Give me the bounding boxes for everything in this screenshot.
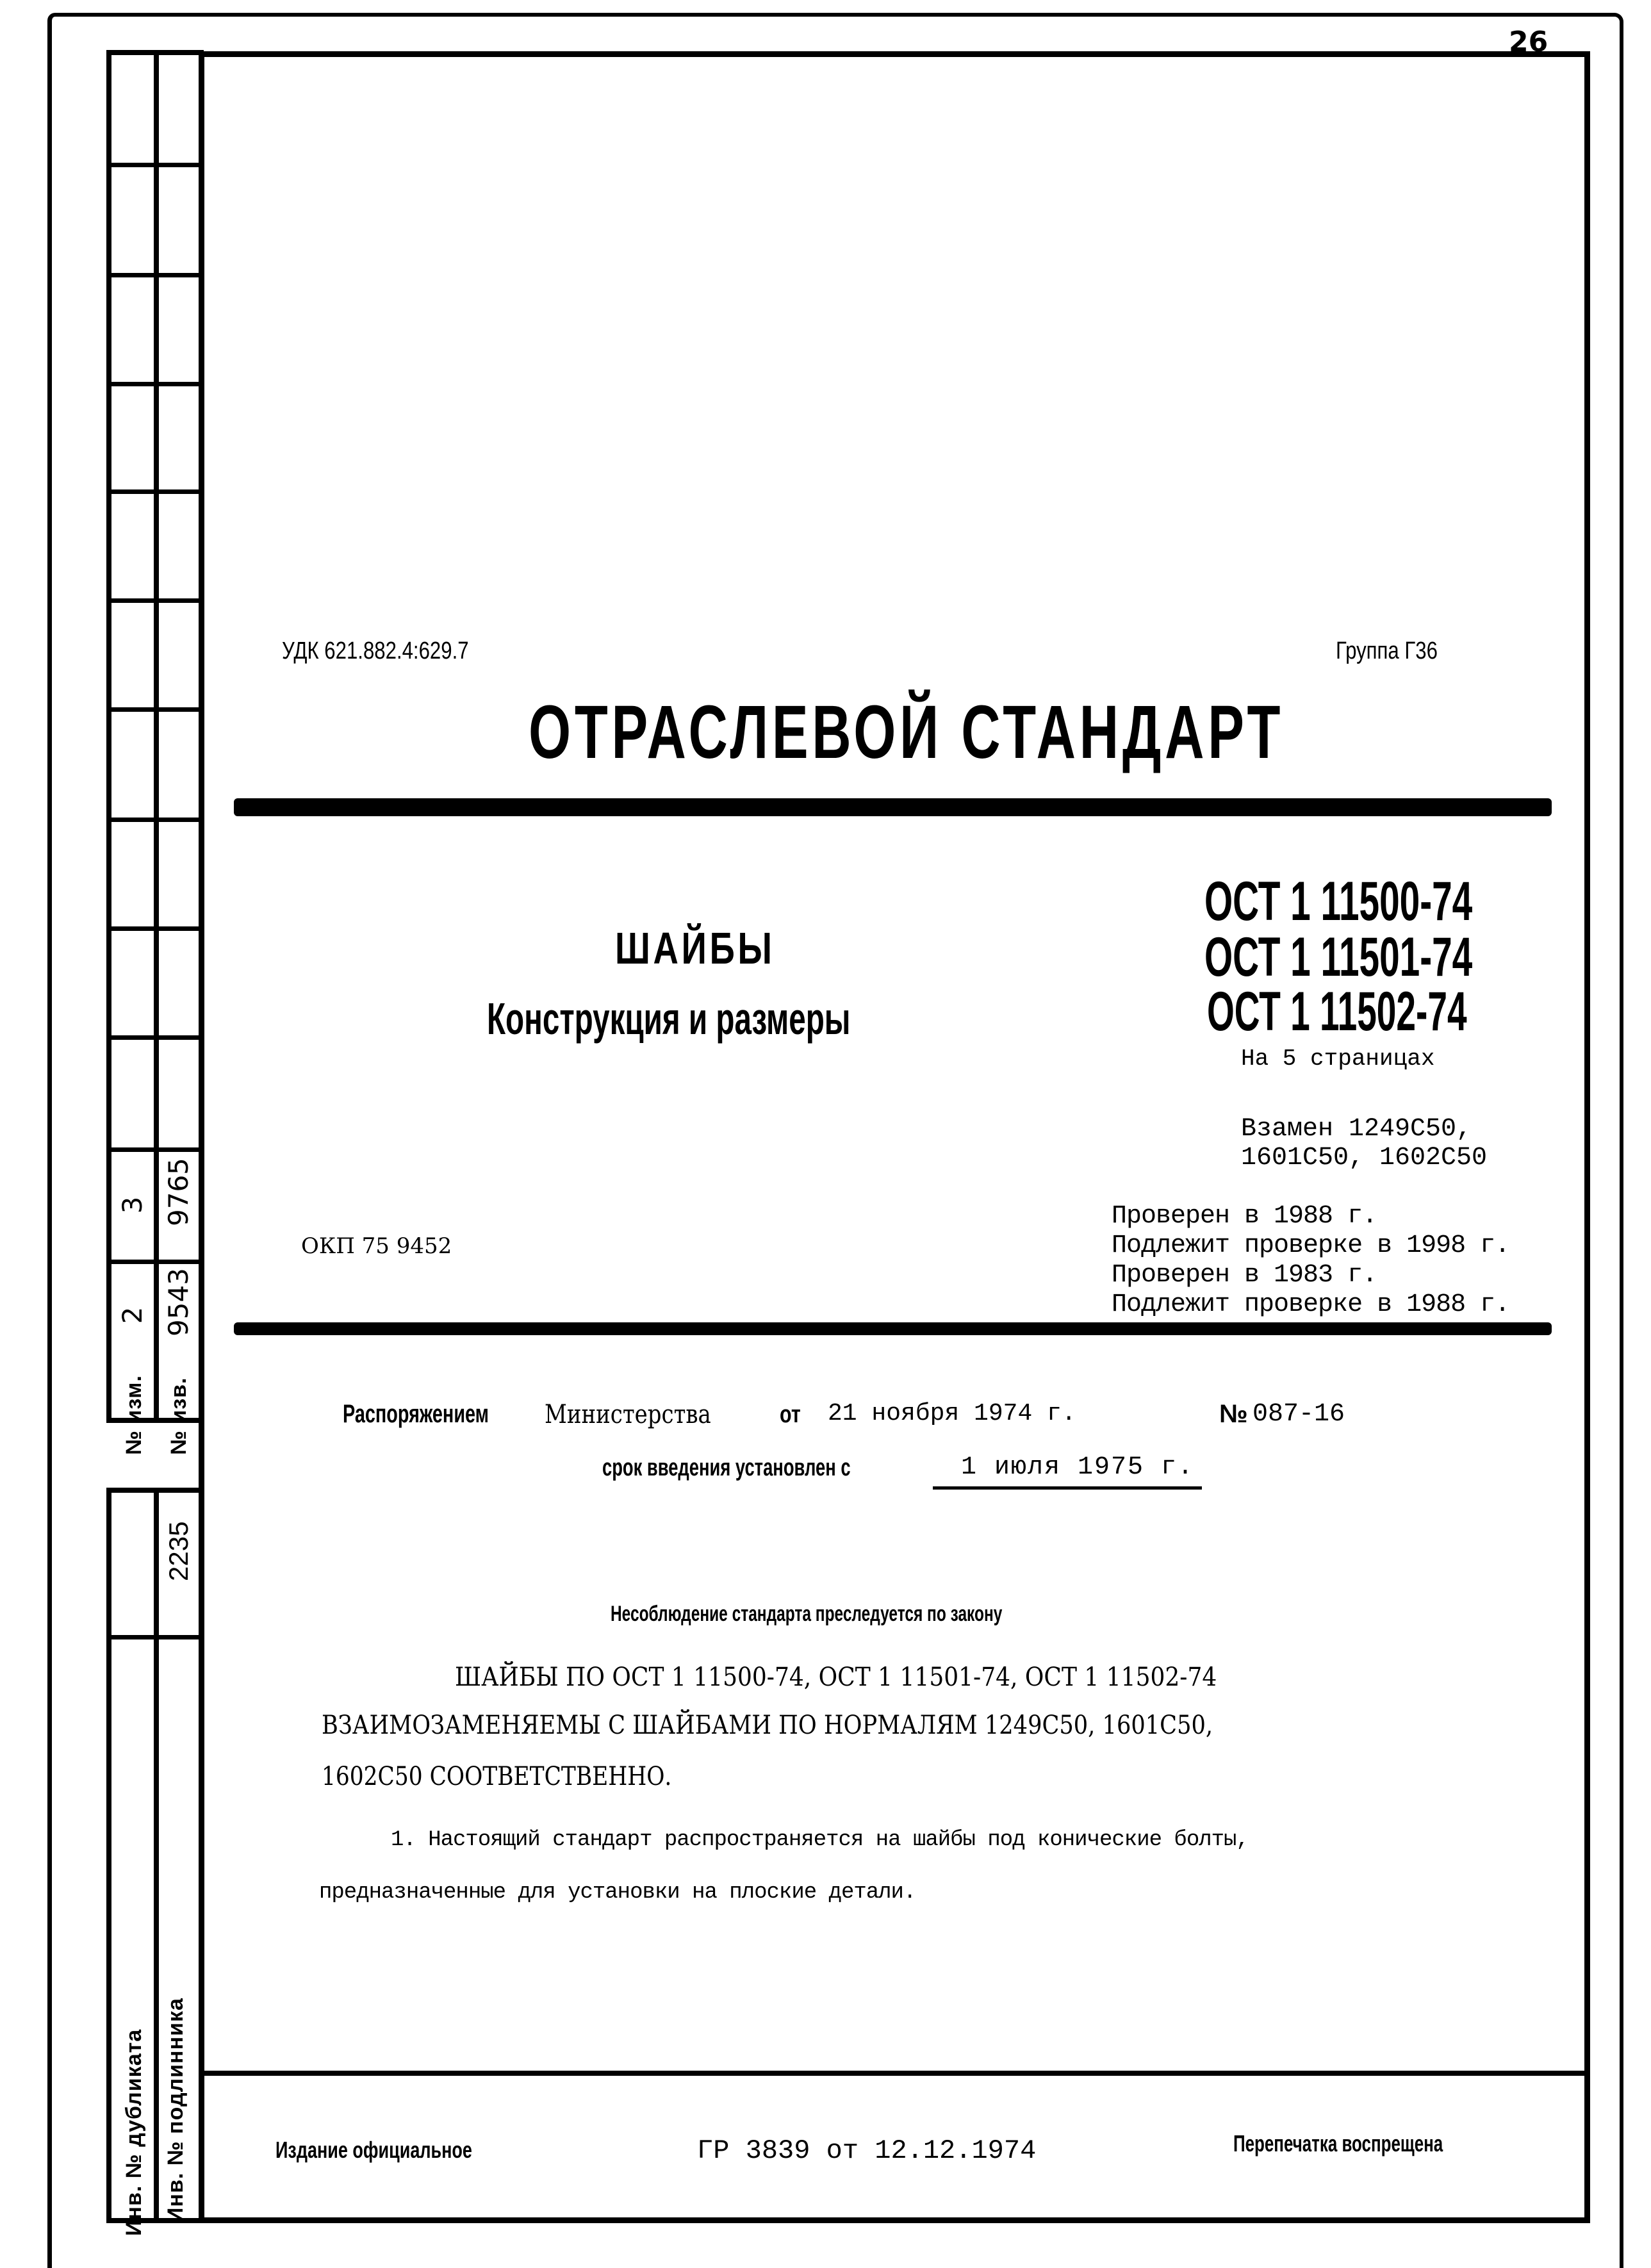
stamp-notice-no-label: № изв. xyxy=(167,1377,191,1455)
stamp-original-inventory-value: 2235 xyxy=(163,1521,193,1581)
stamp-row-divider xyxy=(111,489,200,494)
stamp-original-inventory-label: Инв. № подлинника xyxy=(163,1998,188,2223)
stamp-change-number: 2 xyxy=(117,1306,148,1324)
stamp-inventory-grid xyxy=(106,1488,204,2236)
stamp-row-divider xyxy=(111,273,200,277)
interchange-line-1: ШАЙБЫ ПО ОСТ 1 11500-74, ОСТ 1 11501-74, ОСТ 1 11502-74 xyxy=(455,1663,1217,1692)
stamp-row-divider xyxy=(111,818,200,822)
stamp-notice-number: 9543 xyxy=(163,1268,194,1336)
effective-date-underline xyxy=(933,1486,1202,1490)
review-line: Подлежит проверке в 1988 г. xyxy=(1112,1290,1510,1319)
okp-code: ОКП 75 9452 xyxy=(301,1233,452,1259)
decree-number-label: № xyxy=(1219,1400,1248,1428)
document-heading: ОТРАСЛЕВОЙ СТАНДАРТ xyxy=(529,690,1285,775)
stamp-row-divider xyxy=(111,926,200,931)
interchange-line-2: ВЗАИМОЗАМЕНЯЕМЫ С ШАЙБАМИ ПО НОРМАЛЯМ 1249С50, 1601С50, xyxy=(322,1711,1213,1740)
stamp-row-divider xyxy=(111,1635,200,1639)
interchange-line-3: 1602С50 СООТВЕТСТВЕННО. xyxy=(322,1762,672,1791)
footer-official-edition: Издание официальное xyxy=(275,2137,472,2163)
stamp-row-divider xyxy=(111,1147,200,1152)
stamp-row-divider xyxy=(111,598,200,603)
effective-date: 1 июля 1975 г. xyxy=(961,1453,1195,1482)
group-code: Группа Г36 xyxy=(1336,637,1438,664)
stamp-row-divider xyxy=(111,382,200,386)
legal-warning: Несоблюдение стандарта преследуется по закону xyxy=(611,1602,1003,1626)
standard-code: ОСТ 1 11501-74 xyxy=(1204,926,1473,988)
review-line: Подлежит проверке в 1998 г. xyxy=(1112,1231,1510,1260)
footer-reprint-prohibited: Перепечатка воспрещена xyxy=(1233,2130,1443,2157)
footer-registration: ГР 3839 от 12.12.1974 xyxy=(697,2135,1037,2166)
standard-code: ОСТ 1 11502-74 xyxy=(1207,981,1467,1042)
stamp-column-divider xyxy=(154,55,159,1420)
header-divider-rule xyxy=(234,798,1552,816)
page-count: На 5 страницах xyxy=(1241,1046,1435,1072)
decree-label: Распоряжением xyxy=(343,1400,489,1428)
udk-code: УДК 621.882.4:629.7 xyxy=(282,637,469,664)
standard-code: ОСТ 1 11500-74 xyxy=(1204,871,1473,932)
stamp-row-divider xyxy=(111,163,200,167)
stamp-notice-number: 9765 xyxy=(163,1158,194,1226)
replaces-line-1: Взамен 1249С50, xyxy=(1241,1115,1472,1144)
stamp-revision-grid xyxy=(106,50,204,1455)
clause-1-line-2: предназначенные для установки на плоские детали. xyxy=(319,1880,916,1905)
stamp-column-divider xyxy=(154,1493,159,2223)
subject-title: ШАЙБЫ xyxy=(615,923,775,973)
stamp-change-no-label: № изм. xyxy=(122,1375,146,1455)
replaces-line-2: 1601С50, 1602С50 xyxy=(1241,1144,1488,1172)
footer-divider xyxy=(199,2071,1590,2076)
stamp-row-divider xyxy=(111,1260,200,1264)
page-number: 26 xyxy=(1509,26,1548,58)
stamp-row-divider xyxy=(111,1035,200,1040)
decree-number: 087-16 xyxy=(1253,1400,1345,1429)
review-divider-rule xyxy=(234,1322,1552,1335)
review-line: Проверен в 1988 г. xyxy=(1112,1202,1377,1231)
decree-date: 21 ноября 1974 г. xyxy=(828,1400,1076,1427)
decree-from-label: от xyxy=(780,1401,801,1428)
clause-1-line-1: 1. Настоящий стандарт распространяется на шайбы под конические болты, xyxy=(391,1828,1249,1852)
stamp-row-divider xyxy=(111,707,200,712)
effective-date-label: срок введения установлен с xyxy=(602,1454,851,1481)
stamp-duplicate-inventory-label: Инв. № дубликата xyxy=(122,2028,146,2236)
subject-subtitle: Конструкция и размеры xyxy=(487,994,851,1044)
stamp-change-number: 3 xyxy=(117,1196,148,1214)
decree-authority: Министерства xyxy=(545,1400,711,1429)
review-line: Проверен в 1983 г. xyxy=(1112,1261,1377,1290)
